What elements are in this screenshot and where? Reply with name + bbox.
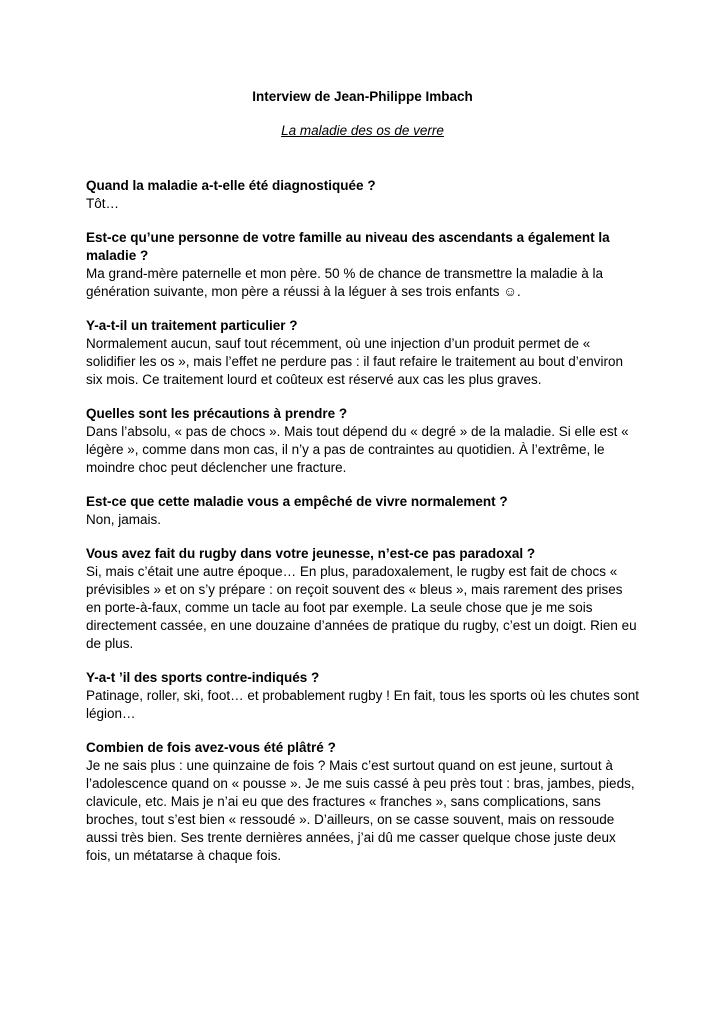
question: Est-ce que cette maladie vous a empêché de vivre normalement ?	[86, 494, 508, 509]
qa-item	[86, 739, 641, 865]
interview-qa-list	[86, 177, 641, 881]
answer: Dans l’absolu, « pas de chocs ». Mais tout dépend du « degré » de la maladie. Si elle est « légère », comme dans mon cas, il n’y a pas de contraintes au quotidien. À l’extrême, le moindre choc peut déclencher une fracture.	[86, 424, 629, 475]
question: Combien de fois avez-vous été plâtré ?	[86, 740, 336, 755]
question: Vous avez fait du rugby dans votre jeunesse, n’est-ce pas paradoxal ?	[86, 546, 536, 561]
answer: Je ne sais plus : une quinzaine de fois ? Mais c’est surtout quand on est jeune, surtout à l’adolescence quand on « pousse ». Je me suis cassé à peu près tout : bras, jambes, pieds, clavicule, etc. Mais je n’ai eu que des fractures « franches », sans complications, sans broches, tout s’est bien « ressoudé ». D’ailleurs, on se casse souvent, mais on ressoude aussi très bien. Ses trente dernières années, j’ai dû me casser quelque chose juste deux fois, un métatarse à chaque fois.	[86, 758, 635, 863]
answer: Si, mais c’était une autre époque… En plus, paradoxalement, le rugby est fait de chocs « prévisibles » et on s’y prépare : on reçoit souvent des « bleus », mais rarement des prises en porte-à-faux, comme un tacle au foot par exemple. La seule chose que je me sois directement cassée, en une douzaine d’années de pratique du rugby, c’est un doigt. Rien eu de plus.	[86, 564, 637, 651]
question: Y-a-t-il un traitement particulier ?	[86, 318, 298, 333]
qa-item	[86, 669, 641, 723]
qa-item	[86, 229, 641, 301]
qa-item	[86, 177, 641, 213]
qa-item	[86, 317, 641, 389]
answer: Non, jamais.	[86, 512, 162, 527]
answer: Normalement aucun, sauf tout récemment, où une injection d’un produit permet de « solidifier les os », mais l’effet ne perdure pas : il faut refaire le traitement au bout d’environ six mois. Ce traitement lourd et coûteux est réservé aux cas les plus graves.	[86, 336, 624, 387]
answer: Patinage, roller, ski, foot… et probablement rugby ! En fait, tous les sports où les chutes sont légion…	[86, 688, 640, 721]
question: Est-ce qu’une personne de votre famille au niveau des ascendants a également la maladie ?	[86, 230, 610, 263]
question: Y-a-t ’il des sports contre-indiqués ?	[86, 670, 320, 685]
question: Quelles sont les précautions à prendre ?	[86, 406, 348, 421]
answer: Ma grand-mère paternelle et mon père. 50 % de chance de transmettre la maladie à la génération suivante, mon père a réussi à la léguer à ses trois enfants ☺.	[86, 266, 604, 299]
qa-item	[86, 545, 641, 653]
qa-item	[86, 493, 641, 529]
document-subtitle: La maladie des os de verre	[281, 123, 444, 138]
question: Quand la maladie a-t-elle été diagnostiquée ?	[86, 178, 376, 193]
answer: Tôt…	[86, 196, 120, 211]
qa-item	[86, 405, 641, 477]
document-title: Interview de Jean-Philippe Imbach	[252, 89, 473, 104]
